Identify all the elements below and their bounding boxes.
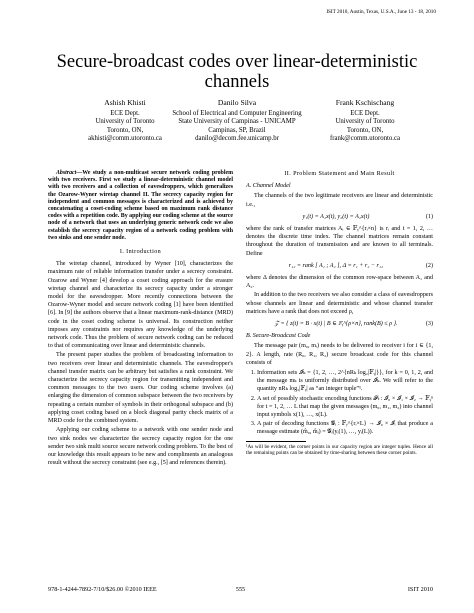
- rank-definition-paragraph: where the rank of transfer matrices Aᵢ ∈ 𝔽ᵧ^{rᵢ×n} is rᵢ and t = 1, 2, … denotes the discrete time index. The channel matrices remain constant throughout the duration of transmission and are known to all terminals. Define: [246, 226, 433, 257]
- author-3: [310, 99, 420, 144]
- equation-1-expression: y₁(t) = A₁x(t), y₂(t) = A₂x(t): [302, 213, 370, 220]
- author-email: danilo@decom.fee.unicamp.br: [195, 135, 279, 143]
- equation-1-number: (1): [425, 213, 433, 220]
- list-item: 1. Information sets 𝓘ₖ = {1, 2, …, 2^{nRₖ log₂|𝔽ᵧ|}}, for k = 0, 1, 2, and the message mₖ is uniformly distributed over 𝓘ₖ. We will refer to the quantity nRₖ log₂|𝔽ᵧ| as “an integer tuple”¹.: [257, 369, 433, 394]
- footer-copyright: 978-1-4244-7892-7/10/$26.00 ©2010 IEEE: [48, 586, 157, 593]
- author-name: Frank Kschischang: [335, 98, 395, 107]
- intro-paragraph-3: Applying our coding scheme to a network with one sender node and two sink nodes we characterize the secrecy capacity region for the one sender two sink multi source secure network coding problem. To the best of our knowledge this result appears to be new and compliments an analogous result without the secrecy constraint (see e.g., [5] and references therein).: [48, 427, 233, 467]
- subsection-secure-broadcast-code: B. Secure-Broadcast Code: [246, 333, 311, 340]
- author-email: akhisti@comm.utoronto.ca: [88, 135, 162, 143]
- list-item: 3. A pair of decoding functions 𝓖ᵢ : 𝔽ᵧ^{rᵢ×L} → 𝓘₀ × 𝓘ᵢ that produce a message estimate (m̂₀, m̂ᵢ) = 𝓖ᵢ(yᵢ(1), …, yᵢ(L)).: [257, 420, 433, 436]
- paper-title: [0, 52, 474, 92]
- equation-2-number: (2): [425, 262, 433, 269]
- abstract-text: —We study a non-multicast secure network coding problem with two receivers. First we study a linear-deterministic channel model with two receivers and a collection of eavesdroppers, which generalizes the Ozarow-Wyner wiretap channel II. The secrecy capacity region for independent and common messages is characterized and is achieved by concatenating a coset-coding scheme based on maximum rank distance codes with a repetition code. By applying our coding scheme at the source node of a network that uses an underlying generic network code we also establish the secrecy capacity region of a network coding problem with two sinks and one sender node.: [48, 170, 233, 241]
- conference-header: ISIT 2010, Austin, Texas, U.S.A., June 13 - 18, 2010: [326, 9, 436, 15]
- secure-broadcast-paragraph: The message pair (m₀, mᵢ) needs to be delivered to receiver i for i ∈ {1, 2}. A length, rate (R₀, R₁, R₂) secure broadcast code for this channel consists of: [246, 343, 433, 366]
- author-name: Ashish Khisti: [104, 98, 146, 107]
- author-affiliation: School of Electrical and Computer Engineering: [172, 109, 302, 117]
- author-email: frank@comm.utoronto.ca: [329, 135, 401, 143]
- abstract: [48, 170, 233, 242]
- author-affiliation: ECE Dept.: [350, 109, 380, 117]
- author-1: [70, 99, 180, 144]
- footnote-divider: [246, 441, 306, 442]
- author-affiliation: Toronto, ON,: [106, 126, 144, 134]
- list-item: 2. A set of possibly stochastic encoding functions 𝓕ₜ : 𝓘₀ × 𝓘₁ × 𝓘₂ → 𝔽ᵧⁿ for t = 1, 2, … L that map the given messages (m₀, m₁, m₂) into channel input symbols x(1), …, x(L).: [257, 395, 433, 420]
- equation-2: [246, 262, 433, 270]
- right-column: [246, 170, 433, 457]
- author-affiliation: State University of Campinas - UNICAMP: [178, 118, 296, 126]
- footer-venue: ISIT 2010: [407, 586, 433, 593]
- intro-paragraph-2: The present paper studies the problem of broadcasting information to two receivers over linear and deterministic channels. The eavesdropper's channel transfer matrix can be arbitrary but satisfies a rank constraint. We characterize the secrecy capacity region for transmitting independent and common messages to the two users. Our coding scheme involves (a) enlarging the dimension of common subspace between the two receivers by repeating a certain number of symbols in their orthogonal subspace and (b) applying coset coding based on a block diagonal parity check matrix of a MRD code for the combined system.: [48, 352, 233, 425]
- equation-1: [246, 213, 433, 221]
- equation-3-expression: 𝒵 = { z(t) = B · x(t) | B ∈ 𝔽ᵧ^{ρ×n}, rank(B) ≤ ρ }.: [274, 321, 398, 328]
- footnote: ¹As will be evident, the corner points in our capacity region are integer tuples. Hence all the remaining points can be obtained by time-sharing between these corner points.: [246, 443, 433, 457]
- equation-3-number: (3): [425, 321, 433, 328]
- author-affiliation: ECE Dept.: [110, 109, 140, 117]
- author-block: [0, 99, 474, 159]
- author-affiliation: University of Toronto: [335, 118, 395, 126]
- title-line-1: Secure-broadcast codes over linear-deterministic: [56, 52, 418, 72]
- author-name: Danilo Silva: [217, 98, 257, 107]
- author-2: [170, 99, 304, 144]
- subsection-channel-model: A. Channel Model: [246, 183, 291, 190]
- abstract-label: Abstract: [56, 170, 77, 176]
- author-affiliation: Campinas, SP, Brazil: [208, 126, 266, 134]
- code-definition-list: [246, 369, 433, 437]
- author-affiliation: University of Toronto: [95, 118, 155, 126]
- equation-3: [246, 320, 433, 328]
- intro-paragraph-1: The wiretap channel, introduced by Wyner [10], characterizes the maximum rate of reliable information transfer under a secrecy constraint. Ozarow and Wyner [4] develop a coset coding approach for the erasure wiretap channel and characterize its secrecy capacity under a stronger model for the eavesdropper. More recently connections between the Ozarow-Wyner model and secure network coding [1] have been identified [6]. In [9] the authors observe that a linear maximum-rank-distance (MRD) code in the coset coding scheme is universal. Its construction neither imposes any constraints nor requires any knowledge of the underlying network code. Thus the problem of secure network coding can be reduced to that of communicating over linear and deterministic channels.: [48, 261, 233, 350]
- eavesdropper-paragraph: In addition to the two receivers we also consider a class of eavesdroppers whose channels are linear and deterministic and whose channel transfer matrices have a rank that does not exceed ρ,: [246, 292, 433, 315]
- equation-2-expression: r₁₂ = rank [ A₁ ; A₂ ], Δ = r₁ + r₂ − r₁₂: [288, 262, 384, 269]
- channel-model-paragraph: The channels of the two legitimate receivers are linear and deterministic i.e.,: [246, 193, 433, 208]
- section-heading-introduction: I. Introduction: [119, 249, 162, 256]
- author-affiliation: Toronto, ON,: [346, 126, 384, 134]
- delta-definition-paragraph: where Δ denotes the dimension of the common row-space between A₁ and A₂.: [246, 275, 433, 290]
- page-number: 555: [235, 586, 246, 593]
- title-line-2: channels: [204, 72, 270, 92]
- section-heading-problem-statement: II. Problem Statement and Main Result: [284, 171, 395, 177]
- left-column: [48, 170, 233, 468]
